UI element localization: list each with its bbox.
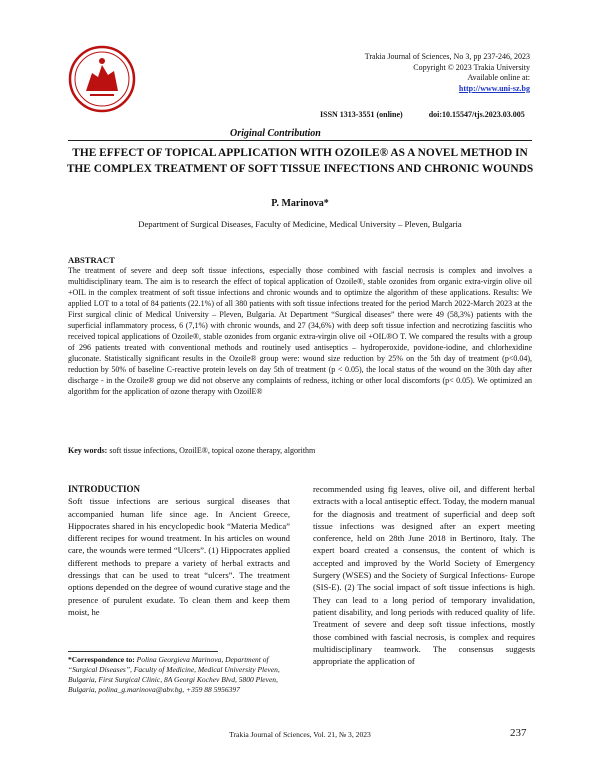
keywords bbox=[68, 446, 532, 455]
correspondence-footnote bbox=[68, 655, 290, 695]
abstract-text: The treatment of severe and deep soft tissue infections, especially those combined with fascial necrosis is complex and involves a multidisciplinary team. The aim is to research the effect of topical application of Ozoile®, stable ozonides from organic extra-virgin olive oil +OIL in the complex treatment of soft tissue infections and chronic wounds and to optimize the algorithm of these applications. Results: We applied LOT to a total of 84 patients (22.1%) of all 380 patients with soft tissue infections treated for the period March 2022-March 2023 at the First surgical clinic of Medical University – Pleven, Bulgaria. At Department “Surgical diseases” there were 49 (58,3%) patients with the superficial inflammatory process, 6 (7,1%) with chronic wounds, and 27 (34,6%) with deep soft tissue infection and necrotizing fasciitis who received topical applications of Ozoile®, stable ozonides from organic extra-virgin olive oil +OIL®O T. We compared the results with a group of 296 patients treated with conventional methods and routinely used antiseptics – hydroperoxide, povidone-iodine, and chlorhexidine gluconate. Statistically significant results in the Ozoile® group were: wound size reduction by 25% on the 5th day of treatment (p<0.04), reduction by 50% of baseline C-reactive protein levels on day 5th of treatment (p < 0.05), the local status of the wound on the 30th day after discharge - in the Ozoile® group we did not observe any complaints of redness, itching or other local discomforts (p< 0.05). We optimized an algorithm for the application of ozone therapy with OzoilE® bbox=[68, 266, 532, 396]
journal-line: Trakia Journal of Sciences, No 3, pp 237-246, 2023 bbox=[364, 52, 530, 61]
affiliation: Department of Surgical Diseases, Faculty of Medicine, Medical University – Pleven, Bulgaria bbox=[138, 219, 462, 229]
keywords-label: Key words: bbox=[68, 446, 108, 455]
right-column-text: recommended using fig leaves, olive oil, and different herbal extracts with a local antiseptic effect. Today, the modern manual for the diagnosis and treatment of superficial and deep soft tissue infections was designed after an expert meeting conference, held on 28th June 2018 in Bertinoro, Italy. The expert board created a consensus, the content of which is accepted and improved by the World Society of Emergency Surgery (WSES) and the Society of Surgical Infections- Europe (SIS-E). (2) The social impact of soft tissue infections is high. They can lead to a long period of temporary invalidation, patient disability, and long periods with reduced quality of life. Treatment of severe and deep soft tissue infections, mostly those combined with fascial necrosis, is complex and requires multidisciplinary teamwork. The consensus suggests appropriate the application of bbox=[313, 484, 535, 667]
issn: ISSN 1313-3551 (online) bbox=[320, 110, 403, 119]
ids-line bbox=[320, 110, 549, 119]
copyright: Copyright © 2023 Trakia University bbox=[413, 62, 530, 72]
journal-url-link[interactable]: http://www.uni-sz.bg bbox=[458, 83, 530, 93]
introduction-heading: INTRODUCTION bbox=[68, 484, 141, 494]
article-title: THE EFFECT OF TOPICAL APPLICATION WITH OZOILE® AS A NOVEL METHOD IN THE COMPLEX TREATMENT OF SOFT TISSUE INFECTIONS AND CHRONIC WOUNDS bbox=[66, 147, 534, 175]
footnote-label: *Correspondence to: bbox=[68, 655, 135, 664]
journal-info bbox=[365, 52, 530, 94]
keywords-text: soft tissue infections, OzoilE®, topical ozone therapy, algorithm bbox=[107, 446, 316, 455]
page-footer: Trakia Journal of Sciences, Vol. 21, № 3, 2023 bbox=[229, 730, 371, 739]
footnote-divider bbox=[68, 651, 218, 652]
abstract-heading: ABSTRACT bbox=[68, 255, 115, 265]
author: P. Marinova* bbox=[271, 198, 329, 209]
doi: doi:10.15547/tjs.2023.03.005 bbox=[428, 110, 525, 119]
title-divider bbox=[68, 140, 532, 141]
article-category: Original Contribution bbox=[230, 128, 321, 139]
footnote-text: Polina Georgieva Marinova, Department of “Surgical Diseases”, Faculty of Medicine, Medical University Pleven, Bulgaria, First Surgical Clinic, 8A Georgi Kochev Blvd, 5800 Pleven, Bulgaria, polina_g.marinova@abv.bg, +359 88 5956397 bbox=[68, 655, 280, 694]
university-logo-icon bbox=[68, 43, 136, 115]
page-number: 237 bbox=[510, 727, 527, 739]
left-column bbox=[68, 483, 290, 618]
right-column bbox=[313, 483, 535, 667]
left-column-text: Soft tissue infections are serious surgical diseases that accompanied human life since age. In Ancient Greece, Hippocrates shared in his encyclopedic book “Materia Medica” different recipes for wound treatment. In his articles on wound care, the wounds were termed “Ulcers”. (1) Hippocrates applied different methods to prepare a variety of herbal extracts and dressings that can be used to treat “ulcers”. The treatment options depended on the degree of wound curative stage and the presence of purulent exudate. To clean them and keep them moist, he bbox=[68, 496, 290, 617]
available-online: Available online at: bbox=[467, 73, 530, 82]
